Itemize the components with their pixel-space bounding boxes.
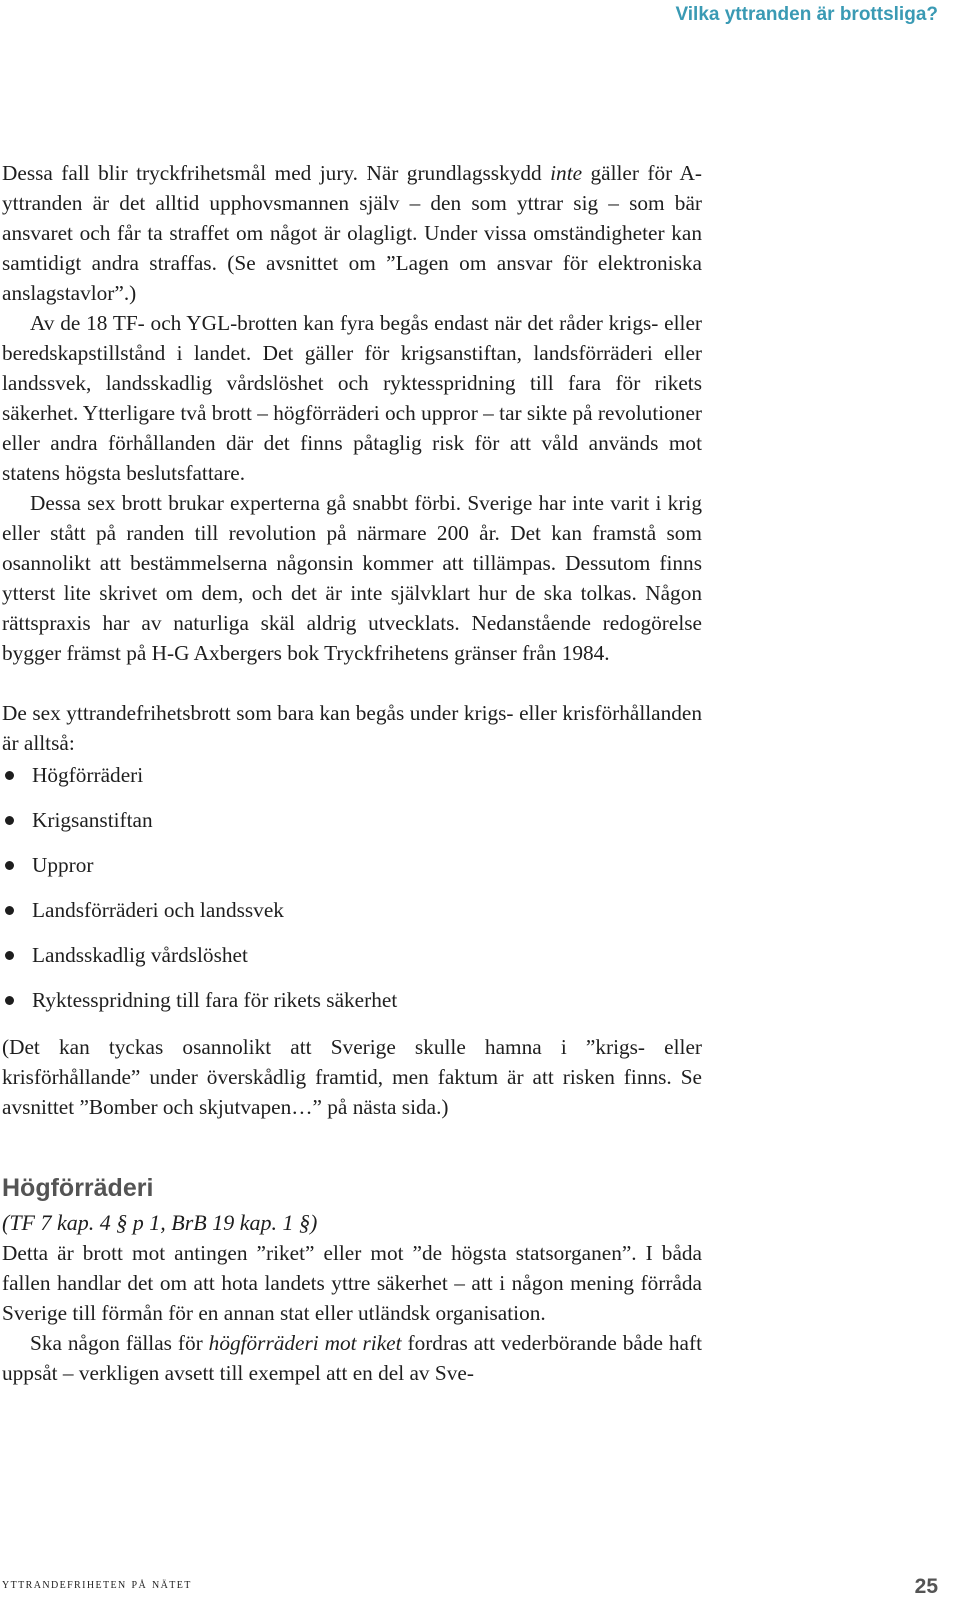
- bullet-icon: [5, 771, 14, 780]
- bullet-icon: [5, 951, 14, 960]
- list-item-label: Landsskadlig vårdslöshet: [32, 943, 248, 967]
- list-item: [2, 985, 702, 1030]
- crime-list: [2, 760, 702, 1030]
- body-text: [2, 158, 702, 1388]
- footer-book-title: yttrandefriheten på nätet: [2, 1577, 192, 1592]
- section-heading: Högförräderi: [2, 1174, 154, 1202]
- paragraph-risk-note: (Det kan tyckas osannolikt att Sverige skulle hamna i ”krigs- eller krisförhållande” under överskådlig framtid, men faktum är att risken finns. Se avsnittet ”Bomber och skjutvapen…” på nästa sida.): [2, 1035, 702, 1119]
- running-head-title: Vilka yttranden är brottsliga?: [675, 4, 938, 25]
- paragraph-war-crimes: Av de 18 TF- och YGL-brotten kan fyra begås endast när det råder krigs- eller beredskapstillstånd i landet. Det gäller för krigsanstiftan, landsförräderi eller landssvek, landsskadlig vårdslöshet och ryktesspridning till fara för rikets säkerhet. Ytterligare två brott – högförräderi och uppror – tar sikte på revolutioner eller andra förhållanden där det finns påtaglig risk för att våld används mot statens högsta beslutsfattare.: [2, 311, 702, 485]
- bullet-icon: [5, 861, 14, 870]
- paragraph-jury-start: Dessa fall blir tryckfrihetsmål med jury. När grundlagsskydd: [2, 161, 551, 185]
- paragraph-jury-rest: gäller för A-yttranden är det alltid upphovsmannen själv – den som yttrar sig – som bär ansvaret och får ta straffet om något är olagligt. Under vissa omständigheter kan samtidigt andra straffas. (Se avsnittet om ”Lagen om ansvar för elektroniska anslagstavlor”.): [2, 161, 702, 305]
- page-number: 25: [914, 1575, 938, 1598]
- paragraph-jury: [2, 158, 702, 308]
- list-item-label: Ryktesspridning till fara för rikets säkerhet: [32, 988, 398, 1012]
- law-reference: (TF 7 kap. 4 § p 1, BrB 19 kap. 1 §): [2, 1210, 318, 1235]
- list-item: [2, 805, 702, 850]
- paragraph-definition: Detta är brott mot antingen ”riket” eller mot ”de högsta statsorganen”. I båda fallen handlar det om att hota landets yttre säkerhet – att i någon mening förråda Sverige till förmån för en annan stat eller utländsk organisation.: [2, 1241, 702, 1325]
- paragraph-intent-start: Ska någon fällas för: [30, 1331, 209, 1355]
- list-item: [2, 850, 702, 895]
- list-item: [2, 760, 702, 805]
- paragraph-intent-rest: fordras att vederbörande både haft uppsåt – verkligen avsett till exempel att en del av Sve-: [2, 1331, 702, 1385]
- list-item: [2, 940, 702, 985]
- emphasis-hogforraderi: högförräderi mot riket: [208, 1331, 402, 1355]
- emphasis-inte: inte: [550, 161, 583, 185]
- list-item-label: Uppror: [32, 853, 94, 877]
- bullet-icon: [5, 816, 14, 825]
- paragraph-list-intro: De sex yttrandefrihetsbrott som bara kan begås under krigs- eller krisförhållanden är alltså:: [2, 701, 702, 755]
- paragraph-experts: Dessa sex brott brukar experterna gå snabbt förbi. Sverige har inte varit i krig eller stått på randen till revolution på närmare 200 år. Det kan framstå som osannolikt att bestämmelserna någonsin kommer att tillämpas. Dessutom finns ytterst lite skrivet om dem, och det är inte självklart hur de ska tolkas. Någon rättspraxis har av naturliga skäl aldrig utvecklats. Nedanstående redogörelse bygger främst på H-G Axbergers bok Tryckfrihetens gränser från 1984.: [2, 491, 702, 665]
- list-item-label: Högförräderi: [32, 763, 144, 787]
- list-item-label: Krigsanstiftan: [32, 808, 153, 832]
- paragraph-intent: [2, 1328, 702, 1388]
- bullet-icon: [5, 996, 14, 1005]
- list-item-label: Landsförräderi och landssvek: [32, 898, 284, 922]
- bullet-icon: [5, 906, 14, 915]
- list-item: [2, 895, 702, 940]
